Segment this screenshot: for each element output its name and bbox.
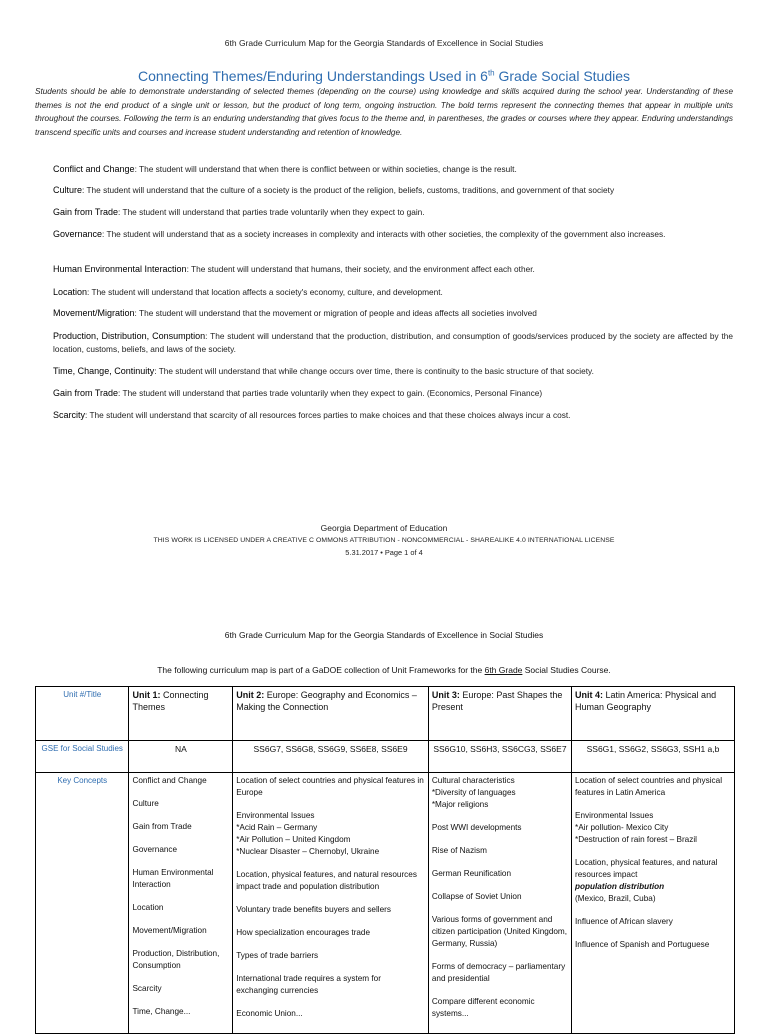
header-text: 6th Grade Curriculum Map for the Georgia Standards of Excellence in Social Studies xyxy=(224,630,544,640)
theme-sep: : xyxy=(118,207,123,217)
unit-2-gse: SS6G7, SS6G8, SS6G9, SS6E8, SS6E9 xyxy=(233,741,429,773)
page-2 xyxy=(0,600,768,1024)
list-item: Influence of African slavery xyxy=(575,917,673,926)
title-text: Connecting Themes/Enduring Understandings Used in 6 xyxy=(137,68,488,84)
theme-item xyxy=(53,184,733,197)
unit-4-key-concepts xyxy=(572,773,735,1034)
theme-item xyxy=(53,263,733,276)
unit-num: Unit 4: xyxy=(575,690,604,700)
theme-term: Time, Change, Continuity xyxy=(53,366,155,376)
list-item: German Reunification xyxy=(431,869,512,878)
unit-name: Europe: Geography and Economics – Making the Connection xyxy=(236,690,417,712)
theme-term: Human Environmental Interaction xyxy=(53,264,187,274)
theme-item xyxy=(53,228,733,241)
row-label-gse: GSE for Social Studies xyxy=(36,741,129,773)
list-item: Production, Distribution, Consumption xyxy=(132,949,220,970)
footer-page-number: 5.31.2017 • Page 1 of 4 xyxy=(345,548,423,557)
list-item: Cultural characteristics *Diversity of languages *Major religions xyxy=(431,776,516,809)
intro-paragraph: Students should be able to demonstrate understanding of selected themes (depending on the course) using knowledge and skills acquired during the school year. Understanding of these themes is not the end product of a single unit or lesson, but the product of long term, ongoing instruction. The bold terms represent the connecting themes that appear in multiple units throughout the courses. Following the term is an enduring understanding that gives focus to the theme and, in parentheses, the grades or courses where they appear. Enduring understandings transcend specific units and courses and increase student understanding and retention of knowledge. xyxy=(35,87,733,137)
page-title xyxy=(0,68,768,84)
list-item: Time, Change... xyxy=(132,1007,191,1016)
theme-item xyxy=(53,365,733,378)
theme-term: Scarcity xyxy=(53,410,86,420)
unit-1-key-concepts xyxy=(129,773,233,1034)
unit-1-gse: NA xyxy=(129,741,233,773)
theme-item xyxy=(53,286,733,299)
header-text: 6th Grade Curriculum Map for the Georgia Standards of Excellence in Social Studies xyxy=(224,38,544,48)
theme-sep: : xyxy=(186,264,192,274)
list-item: Forms of democracy – parliamentary and presidential xyxy=(431,962,566,983)
theme-sep: : xyxy=(82,185,87,195)
list-item: Collapse of Soviet Union xyxy=(431,892,522,901)
unit-3-key-concepts xyxy=(428,773,571,1034)
list-item: Location xyxy=(132,903,164,912)
unit-num: Unit 2: xyxy=(236,690,265,700)
theme-term: Movement/Migration xyxy=(53,308,135,318)
list-item: Location, physical features, and natural resources impact xyxy=(575,858,718,879)
list-item: Human Environmental Interaction xyxy=(132,868,214,889)
theme-term: Gain from Trade xyxy=(53,207,119,217)
unit-num: Unit 3: xyxy=(431,690,460,700)
unit-1-title xyxy=(129,687,233,741)
theme-term: Location xyxy=(53,287,88,297)
theme-text: The student will understand that when there is conflict between or within societies, change is the result. xyxy=(139,164,517,174)
theme-sep: : xyxy=(205,331,211,341)
row-label-unit: Unit #/Title xyxy=(36,687,129,741)
theme-text: The student will understand that the production, distribution, and consumption of goods/services produced by the society are affected by the location, customs, beliefs, and laws of the society. xyxy=(53,331,733,354)
theme-item xyxy=(53,163,733,176)
list-item: (Mexico, Brazil, Cuba) xyxy=(575,894,656,903)
table-row xyxy=(36,773,735,1034)
unit-2-title xyxy=(233,687,429,741)
unit-3-title xyxy=(428,687,571,741)
curriculum-map-table xyxy=(35,686,735,1034)
theme-text: The student will understand that location affects a society's economy, culture, and development. xyxy=(91,287,443,297)
theme-text: The student will understand that parties trade voluntarily when they expect to gain. xyxy=(122,207,425,217)
list-item: population distribution xyxy=(575,882,665,891)
theme-term: Culture xyxy=(53,185,83,195)
list-item: Economic Union... xyxy=(236,1009,303,1018)
theme-text: The student will understand that humans, their society, and the environment affect each other. xyxy=(191,264,535,274)
list-item: Location of select countries and physical features in Europe xyxy=(236,776,424,797)
theme-item xyxy=(53,387,733,400)
list-item: Compare different economic systems... xyxy=(431,997,535,1018)
theme-item xyxy=(53,409,733,422)
theme-term: Governance xyxy=(53,229,103,239)
footer-license: THIS WORK IS LICENSED UNDER A CREATIVE C OMMONS ATTRIBUTION - NONCOMMERCIAL - SHAREALIKE 4.0 INTERNATIONAL LICENSE xyxy=(153,537,615,544)
list-item: Various forms of government and citizen participation (United Kingdom, Germany, Russia) xyxy=(431,915,568,948)
list-item: Environmental Issues *Acid Rain – Germany *Air Pollution – United Kingdom *Nuclear Disaster – Chernobyl, Ukraine xyxy=(236,811,380,856)
theme-sep: : xyxy=(134,164,140,174)
theme-item xyxy=(53,307,733,320)
unit-2-key-concepts xyxy=(233,773,429,1034)
theme-item xyxy=(53,330,733,356)
theme-sep: : xyxy=(87,287,92,297)
unit-name: Latin America: Physical and Human Geography xyxy=(575,690,717,712)
list-item: Conflict and Change xyxy=(132,776,207,785)
theme-text: The student will understand that as a society increases in complexity and interacts with other societies, the complexity of the government also increases. xyxy=(106,229,666,239)
list-item: Types of trade barriers xyxy=(236,951,319,960)
list-item: International trade requires a system for exchanging currencies xyxy=(236,974,381,995)
unit-name: Connecting Themes xyxy=(132,690,209,712)
table-row xyxy=(36,687,735,741)
intro-text-end: Social Studies Course. xyxy=(522,665,611,675)
theme-term: Gain from Trade xyxy=(53,388,119,398)
theme-text: The student will understand that the movement or migration of people and ideas affects all societies involved xyxy=(139,308,537,318)
theme-sep: : xyxy=(85,410,90,420)
list-item: Influence of Spanish and Portuguese xyxy=(575,940,710,949)
intro-text: The following curriculum map is part of a GaDOE collection of Unit Frameworks for the xyxy=(157,665,485,675)
list-item: Rise of Nazism xyxy=(431,846,487,855)
curriculum-intro xyxy=(0,665,768,675)
list-item: Gain from Trade xyxy=(132,822,192,831)
theme-term: Production, Distribution, Consumption xyxy=(53,331,206,341)
footer-org: Georgia Department of Education xyxy=(320,523,448,533)
list-item: Culture xyxy=(132,799,159,808)
list-item: Location, physical features, and natural resources impact trade and population distribution xyxy=(236,870,417,891)
unit-4-title xyxy=(572,687,735,741)
title-sup: th xyxy=(487,68,495,78)
theme-text: The student will understand that scarcity of all resources forces parties to make choices and that these choices always incur a cost. xyxy=(89,410,571,420)
page-header xyxy=(0,630,768,640)
theme-text: The student will understand that the culture of a society is the product of the religion, beliefs, customs, traditions, and government of that society xyxy=(86,185,615,195)
theme-item xyxy=(53,206,733,219)
theme-sep: : xyxy=(154,366,159,376)
theme-sep: : xyxy=(118,388,123,398)
unit-num: Unit 1: xyxy=(132,690,161,700)
unit-4-gse: SS6G1, SS6G2, SS6G3, SSH1 a,b xyxy=(572,741,735,773)
list-item: Post WWI developments xyxy=(431,823,522,832)
list-item: How specialization encourages trade xyxy=(236,928,371,937)
page-header xyxy=(0,38,768,48)
list-item: Location of select countries and physical features in Latin America xyxy=(575,776,723,797)
title-text-end: Grade Social Studies xyxy=(494,68,631,84)
table-row xyxy=(36,741,735,773)
list-item: Movement/Migration xyxy=(132,926,207,935)
theme-text: The student will understand that while change occurs over time, there is continuity to the basic structure of that society. xyxy=(158,366,594,376)
theme-term: Conflict and Change xyxy=(53,164,135,174)
unit-name: Europe: Past Shapes the Present xyxy=(431,690,563,712)
list-item: Voluntary trade benefits buyers and sellers xyxy=(236,905,391,914)
list-item: Governance xyxy=(132,845,178,854)
row-label-key-concepts: Key Concepts xyxy=(36,773,129,1034)
list-item: Environmental Issues *Air pollution- Mexico City *Destruction of rain forest – Brazil xyxy=(575,811,697,844)
theme-sep: : xyxy=(102,229,107,239)
unit-3-gse: SS6G10, SS6H3, SS6CG3, SS6E7 xyxy=(428,741,571,773)
list-item: Scarcity xyxy=(132,984,162,993)
theme-sep: : xyxy=(134,308,140,318)
grade-link[interactable]: 6th Grade xyxy=(484,665,523,675)
theme-text: The student will understand that parties trade voluntarily when they expect to gain. (Economics, Personal Finance) xyxy=(122,388,543,398)
